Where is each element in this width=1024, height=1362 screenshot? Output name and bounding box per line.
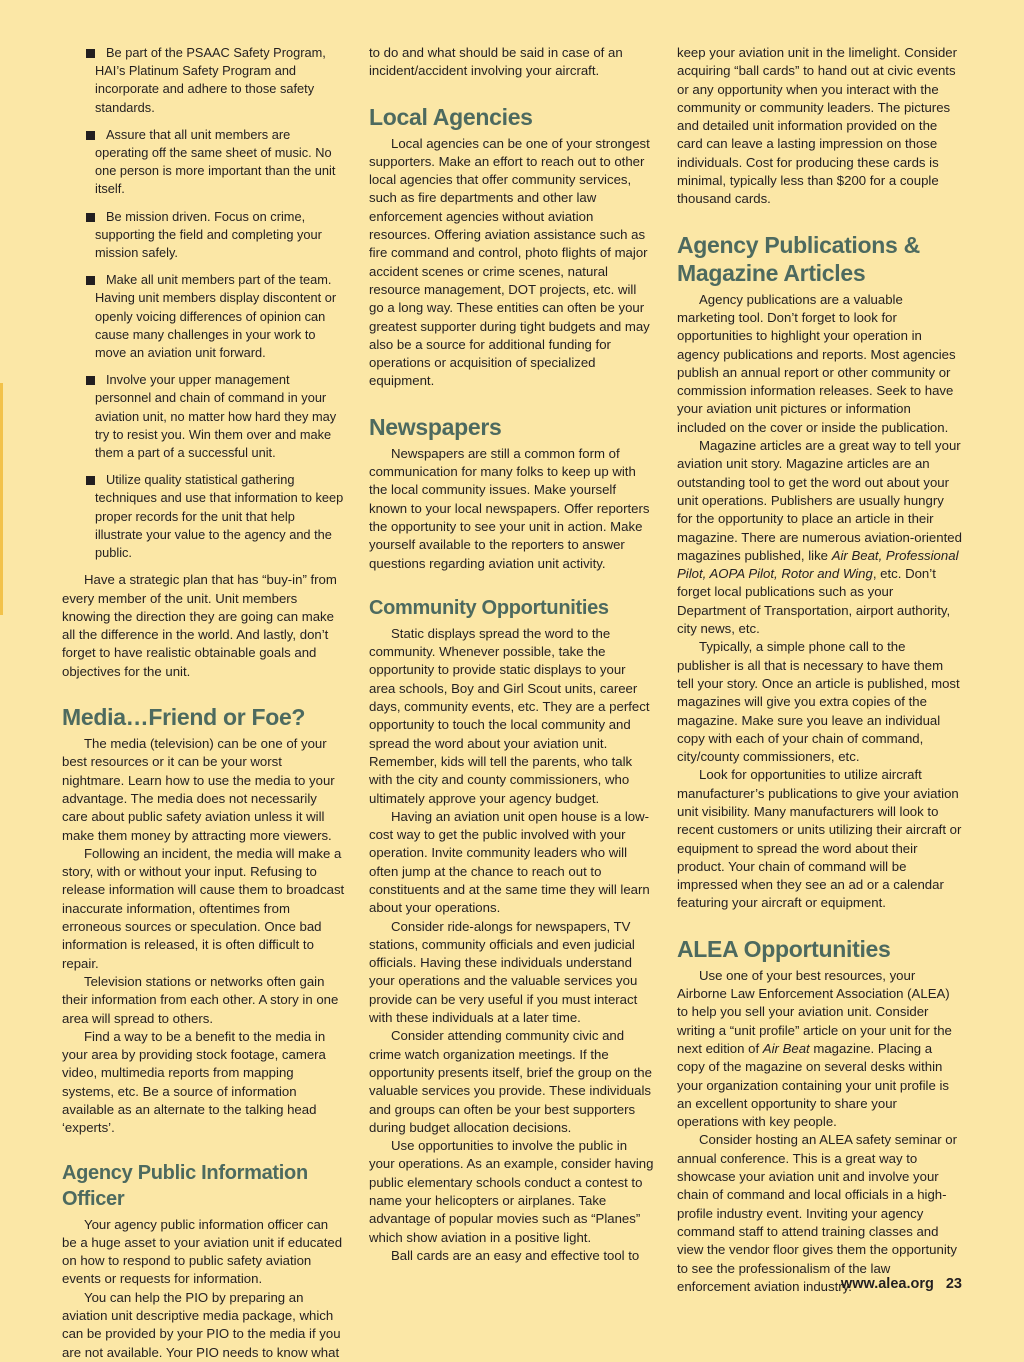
list-item: Be mission driven. Focus on crime, supporting the field and completing your mission safely. — [86, 208, 346, 263]
paragraph: Ball cards are an easy and effective tool to — [391, 1247, 640, 1263]
column-2 — [369, 44, 654, 1265]
paragraph: Static displays spread the word to the community. Whenever possible, take the opportunity to provide static displays to your area schools, Boy and Girl Scout units, career days, community events, etc. They are a perfect opportunity to touch the local community and spread the word about your aviation unit. Remember, kids will tell the parents, who talk with the city and county commissioners, who ultimately approve your agency budget. — [369, 625, 650, 806]
paragraph: Newspapers are still a common form of communication for many folks to keep up with the local community issues. Make yourself known to your local newspapers. Offer reporters the opportunity to see your unit in action. Make yourself available to the reporters to answer questions regarding aviation unit activity. — [369, 445, 650, 571]
paragraph: Typically, a simple phone call to the publisher is all that is necessary to have them tell your story. Once an article is published, most magazines will give you extra copies of the magazine. Make sure you leave an individual copy with each of your chain of command, city/county commissioners, etc. — [677, 639, 960, 765]
paragraph: Television stations or networks often gain their information from each other. A story in one area will spread to others. — [62, 973, 339, 1026]
publications-heading: Agency Publications & Magazine Articles — [677, 231, 920, 286]
paragraph: Following an incident, the media will make a story, with or without your input. Refusing to release information will cause them to broadcast inaccurate information, oftentimes from erroneous sources or speculation. Once bad information is released, it is often difficult to repair. — [62, 845, 345, 971]
column-3 — [677, 44, 962, 1296]
list-item: Assure that all unit members are operating off the same sheet of music. No one person is more important than the unit itself. — [86, 126, 346, 199]
bullet-square-icon — [86, 376, 95, 385]
list-item: Be part of the PSAAC Safety Program, HAI’s Platinum Safety Program and incorporate and adhere to those safety standards. — [86, 44, 346, 117]
paragraph: The media (television) can be one of your best resources or it can be your worst nightmare. Learn how to use the media to your advantage. The media does not necessarily care about public safety aviation unless it will make them money by attracting more viewers. — [62, 736, 335, 843]
column-1 — [62, 44, 346, 1362]
magazine-titles: Air Beat, Professional Pilot, AOPA Pilot, Rotor and Wing — [677, 547, 959, 582]
continuation-paragraph: keep your aviation unit in the limelight. Consider acquiring “ball cards” to hand out at civic events or any opportunity when you interact with the community or community leaders. The pictures and detailed unit information provided on the card can leave a lasting impression on those individuals. Cost for producing these cards is minimal, typically less than $200 for a couple thousand cards. — [677, 45, 958, 207]
strategic-plan-paragraph: Have a strategic plan that has “buy-in” from every member of the unit. Unit members knowing the direction they are going can make all the difference in the world. And lastly, don’t forget to have realistic obtainable goals and objectives for the unit. — [62, 572, 337, 679]
list-item: Make all unit members part of the team. Having unit members display discontent or openly voicing differences of opinion can cause many challenges in your work to move an aviation unit forward. — [86, 271, 346, 362]
continuation-paragraph: to do and what should be said in case of an incident/accident involving your aircraft. — [369, 45, 623, 79]
alea-heading: ALEA Opportunities — [677, 935, 891, 962]
paragraph: Local agencies can be one of your strongest supporters. Make an effort to reach out to other local agencies that offer community services, such as fire departments and other law enforcement agencies without aviation resources. Offering aviation assistance such as fire command and control, photo flights of major accident scenes or crime scenes, natural resource management, DOT projects, etc. will go a long way. These entities can often be your greatest supporter during tight budgets and may also be a source for additional funding for operations or acquisition of specialized equipment. — [369, 135, 650, 389]
paragraph: Look for opportunities to utilize aircraft manufacturer’s publications to give your aviation unit visibility. Many manufacturers will look to recent customers or units utilizing their aircraft or equipment to spread the word about their product. Your chain of command will be impressed when they see an ad or a calendar featuring your aircraft or equipment. — [677, 767, 962, 911]
paragraph: Having an aviation unit open house is a low-cost way to get the public involved with your operation. Invite community leaders who will often jump at the chance to reach out to constituents and at the same time they will learn about your operations. — [369, 808, 650, 916]
bullet-square-icon — [86, 276, 95, 285]
bullet-list — [62, 44, 346, 562]
paragraph: Find a way to be a benefit to the media in your area by providing stock footage, camera video, multimedia reports from mapping systems, etc. Be a source of information available as an alternate to the talking head ‘experts’. — [62, 1028, 326, 1136]
bullet-square-icon — [86, 49, 95, 58]
bullet-square-icon — [86, 131, 95, 140]
page-edge-marker — [0, 383, 3, 615]
paragraph: Consider hosting an ALEA safety seminar or annual conference. This is a great way to showcase your aviation unit and involve your chain of command and local officials in a high-profile industry event. Inviting your agency command staff to attend training classes and view the vendor floor gives them the opportunity to see the professionalism of the law enforcement aviation industry. — [677, 1132, 958, 1294]
paragraph: Consider ride-alongs for newspapers, TV stations, community officials and even judicial officials. Having these individuals understand your operations and the valuable services you provide can be very useful if you must interact with these individuals at a later time. — [369, 918, 638, 1026]
paragraph: Use one of your best resources, your Airborne Law Enforcement Association (ALEA) to help you sell your aviation unit. Consider writing a “unit profile” article on your unit for the next edition of Air Beat magazine. Placing a copy of the magazine on several desks within your organization containing your unit profile is an excellent opportunity to share your operations with key people. — [677, 967, 952, 1130]
media-heading: Media…Friend or Foe? — [62, 704, 306, 731]
paragraph: Consider attending community civic and crime watch organization meetings. If the opportunity presents itself, brief the group on the valuable services you provide. These individuals and groups can often be your best supporters during budget allocation decisions. — [369, 1028, 652, 1135]
newspapers-heading: Newspapers — [369, 413, 502, 440]
bullet-square-icon — [86, 213, 95, 222]
footer-url[interactable]: www.alea.org — [840, 1276, 934, 1292]
paragraph: You can help the PIO by preparing an aviation unit descriptive media package, which can be provided by your PIO to the media if you are not available. Your PIO needs to know what — [62, 1289, 341, 1360]
page-number: 23 — [945, 1276, 962, 1292]
paragraph: Agency publications are a valuable marketing tool. Don’t forget to look for opportunities to highlight your operation in agency publications and reports. Most agencies publish an annual report or other community or commission information releases. Seek to have your aviation unit pictures or information included on the cover or inside the publication. — [677, 291, 956, 435]
local-agencies-heading: Local Agencies — [369, 103, 533, 130]
paragraph: Your agency public information officer can be a huge asset to your aviation unit if educated on how to respond to public safety aviation events or requests for information. — [62, 1216, 343, 1287]
page-footer — [841, 1276, 962, 1292]
list-item: Utilize quality statistical gathering techniques and use that information to keep proper records for the unit that help illustrate your value to the agency and the public. — [86, 471, 346, 562]
bullet-square-icon — [86, 476, 95, 485]
list-item: Involve your upper management personnel and chain of command in your aviation unit, no matter how hard they may try to resist you. Win them over and make them a part of a successful unit. — [86, 371, 346, 462]
magazine-title: Air Beat — [762, 1040, 810, 1056]
paragraph: Magazine articles are a great way to tell your aviation unit story. Magazine articles are an outstanding tool to get the word out about your unit operations. Publishers are usually hungry for the opportunity to place an article in their magazine. There are numerous aviation-oriented magazines published, like Air Beat, Professional Pilot, AOPA Pilot, Rotor and Wing, etc. Don’t forget local publications such as your Department of Transportation, airport authority, city news, etc. — [677, 438, 962, 637]
paragraph: Use opportunities to involve the public in your operations. As an example, consider having public elementary schools conduct a contest to name your helicopters or airplanes. Take advantage of popular movies such as “Planes” which show aviation in a positive light. — [369, 1138, 654, 1245]
community-heading: Community Opportunities — [369, 596, 609, 619]
pio-heading: Agency Public Information Officer — [62, 1161, 308, 1210]
